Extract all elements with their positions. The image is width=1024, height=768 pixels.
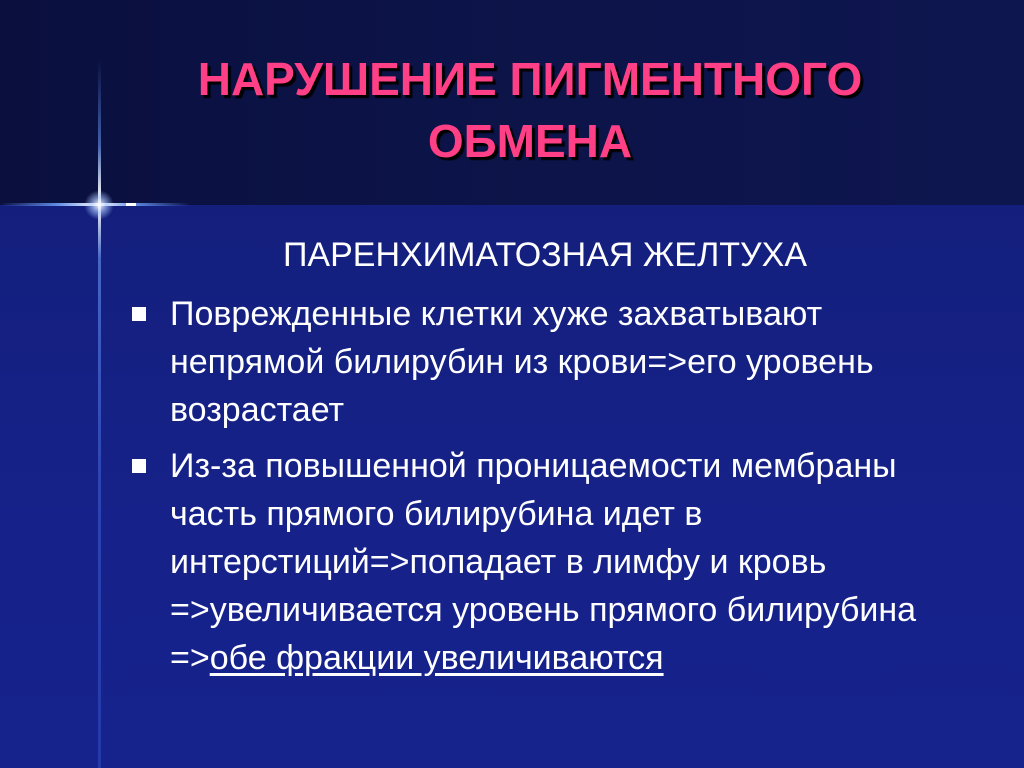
bullet-item-1 — [130, 290, 950, 434]
sparkle-star-icon — [84, 190, 114, 220]
bullet-item-2 — [130, 442, 950, 682]
slide-subtitle: ПАРЕНХИМАТОЗНАЯ ЖЕЛТУХА — [282, 236, 808, 274]
bullet-text-1: Поврежденные клетки хуже захватывают непрямой билирубин из крови=>его уровень возрастает — [170, 295, 874, 429]
bullet-text-2: Из-за повышенной проницаемости мембраны часть прямого билирубина идет в интерстиций=>попадает в лимфу и кровь =>увеличивается уровень прямого билирубина => — [170, 447, 917, 677]
sparkle-accent — [126, 203, 136, 206]
slide-title-line-2: ОБМЕНА — [427, 115, 633, 167]
bullet-list — [130, 290, 950, 690]
slide-title-line-1: НАРУШЕНИЕ ПИГМЕНТНОГО — [197, 53, 863, 105]
bullet-text-2-underlined: обе фракции увеличиваются — [209, 639, 664, 677]
square-bullet-icon — [132, 307, 146, 321]
square-bullet-icon — [132, 459, 146, 473]
slide-title — [100, 48, 960, 172]
